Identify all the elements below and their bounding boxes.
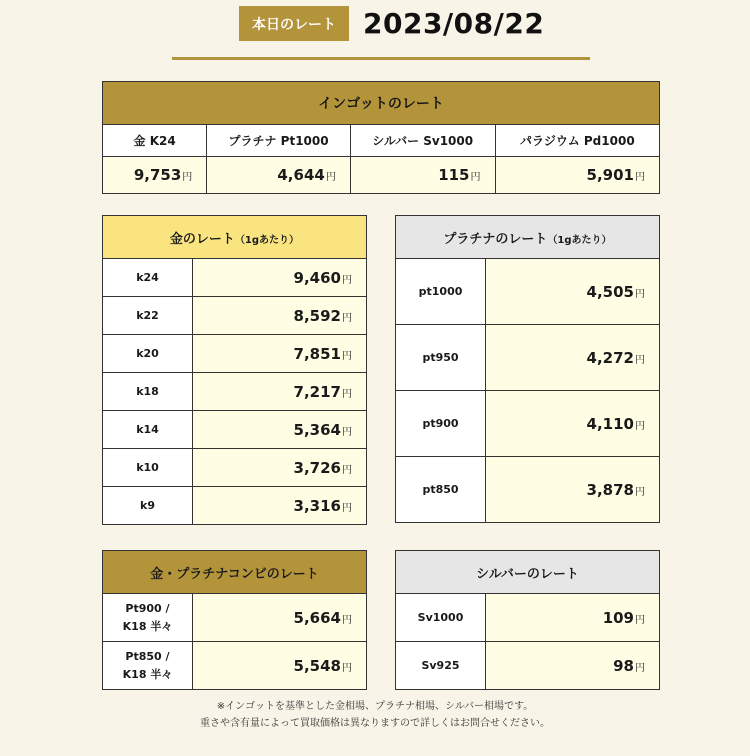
yen-unit: 円 [635, 172, 645, 183]
ingot-value [350, 157, 495, 194]
platinum-rate-table [395, 215, 660, 523]
gold-rate-table [102, 215, 367, 525]
row-label: pt1000 [396, 259, 486, 325]
row-value [486, 391, 660, 457]
yen-unit: 円 [635, 288, 645, 300]
price: 3,726 [293, 458, 341, 477]
table-row [396, 594, 660, 642]
price: 9,460 [293, 268, 341, 287]
platinum-title-text: プラチナのレート [443, 231, 548, 247]
ingot-table-title: インゴットのレート [103, 82, 660, 125]
yen-unit: 円 [635, 614, 645, 626]
yen-unit: 円 [342, 312, 352, 324]
row-label-line2: K18 半々 [122, 619, 173, 633]
combi-rate-table [102, 550, 367, 690]
silver-table-title: シルバーのレート [396, 551, 660, 594]
row-value [193, 594, 367, 642]
row-value [193, 449, 367, 487]
row-value [193, 259, 367, 297]
price: 7,217 [293, 382, 341, 401]
row-label: pt900 [396, 391, 486, 457]
price: 115 [438, 166, 470, 184]
table-row [103, 642, 367, 690]
notes [0, 698, 750, 732]
row-label [103, 642, 193, 690]
gold-title-text: 金のレート [169, 231, 235, 247]
row-label: Sv925 [396, 642, 486, 690]
row-label: pt850 [396, 457, 486, 523]
row-value [193, 487, 367, 525]
table-row [103, 411, 367, 449]
ingot-value [103, 157, 207, 194]
ingot-label: 金 K24 [103, 125, 207, 157]
ingot-value [495, 157, 660, 194]
table-row [396, 642, 660, 690]
ingot-rate-table [102, 81, 660, 194]
header [0, 0, 750, 50]
row-value [486, 457, 660, 523]
price: 4,644 [277, 166, 325, 184]
header-divider [172, 57, 590, 60]
yen-unit: 円 [342, 614, 352, 626]
yen-unit: 円 [342, 464, 352, 476]
row-label-line1: Pt850 / [125, 649, 170, 663]
row-value [193, 642, 367, 690]
row-label: k14 [103, 411, 193, 449]
price: 3,878 [586, 480, 634, 499]
gold-table-title [103, 216, 367, 259]
row-label: k9 [103, 487, 193, 525]
price: 9,753 [133, 166, 182, 184]
rate-date: 2023/08/22 [363, 7, 545, 40]
yen-unit: 円 [635, 486, 645, 498]
platinum-title-unit: （1gあたり） [547, 234, 612, 246]
row-label: k24 [103, 259, 193, 297]
price: 4,110 [586, 414, 634, 433]
gold-title-unit: （1gあたり） [234, 234, 300, 246]
table-row [103, 373, 367, 411]
row-label [103, 594, 193, 642]
yen-unit: 円 [342, 502, 352, 514]
combi-table-title: 金・プラチナコンビのレート [103, 551, 367, 594]
row-value [193, 297, 367, 335]
today-rate-badge: 本日のレート [239, 6, 349, 41]
ingot-value [207, 157, 351, 194]
row-value [193, 373, 367, 411]
table-row [103, 594, 367, 642]
price: 4,272 [586, 348, 634, 367]
note-line-1: ※インゴットを基準とした金相場、プラチナ相場、シルバー相場です。 [216, 701, 534, 712]
row-value [486, 594, 660, 642]
yen-unit: 円 [182, 172, 193, 183]
table-row [396, 457, 660, 523]
yen-unit: 円 [635, 354, 645, 366]
table-row [396, 391, 660, 457]
yen-unit: 円 [342, 662, 352, 674]
note-line-2: 重さや含有量によって買取価格は異なりますので詳しくはお問合せください。 [200, 718, 550, 729]
price: 4,505 [586, 282, 634, 301]
table-row [396, 325, 660, 391]
yen-unit: 円 [325, 172, 336, 183]
price: 98 [613, 656, 634, 675]
silver-rate-table [395, 550, 660, 690]
platinum-table-title [396, 216, 660, 259]
row-label: Sv1000 [396, 594, 486, 642]
yen-unit: 円 [635, 420, 645, 432]
price: 5,664 [293, 608, 341, 627]
table-row [103, 335, 367, 373]
row-label-line1: Pt900 / [125, 601, 170, 615]
table-row [103, 259, 367, 297]
row-label-line2: K18 半々 [122, 667, 173, 681]
row-value [193, 335, 367, 373]
row-label: pt950 [396, 325, 486, 391]
row-label: k10 [103, 449, 193, 487]
yen-unit: 円 [470, 172, 481, 183]
row-value [486, 642, 660, 690]
row-label: k22 [103, 297, 193, 335]
price: 7,851 [293, 344, 341, 363]
yen-unit: 円 [635, 662, 645, 674]
yen-unit: 円 [342, 426, 352, 438]
row-value [193, 411, 367, 449]
row-label: k18 [103, 373, 193, 411]
ingot-label: プラチナ Pt1000 [207, 125, 351, 157]
price: 3,316 [293, 496, 341, 515]
yen-unit: 円 [342, 388, 352, 400]
price: 5,901 [586, 166, 634, 184]
row-value [486, 325, 660, 391]
table-row [396, 259, 660, 325]
price: 8,592 [293, 306, 341, 325]
row-label: k20 [103, 335, 193, 373]
table-row [103, 449, 367, 487]
ingot-label: パラジウム Pd1000 [495, 125, 660, 157]
price: 109 [602, 608, 634, 627]
yen-unit: 円 [342, 274, 352, 286]
table-row [103, 487, 367, 525]
price: 5,364 [293, 420, 341, 439]
ingot-label: シルバー Sv1000 [350, 125, 495, 157]
yen-unit: 円 [342, 350, 352, 362]
price: 5,548 [293, 656, 341, 675]
row-value [486, 259, 660, 325]
table-row [103, 297, 367, 335]
